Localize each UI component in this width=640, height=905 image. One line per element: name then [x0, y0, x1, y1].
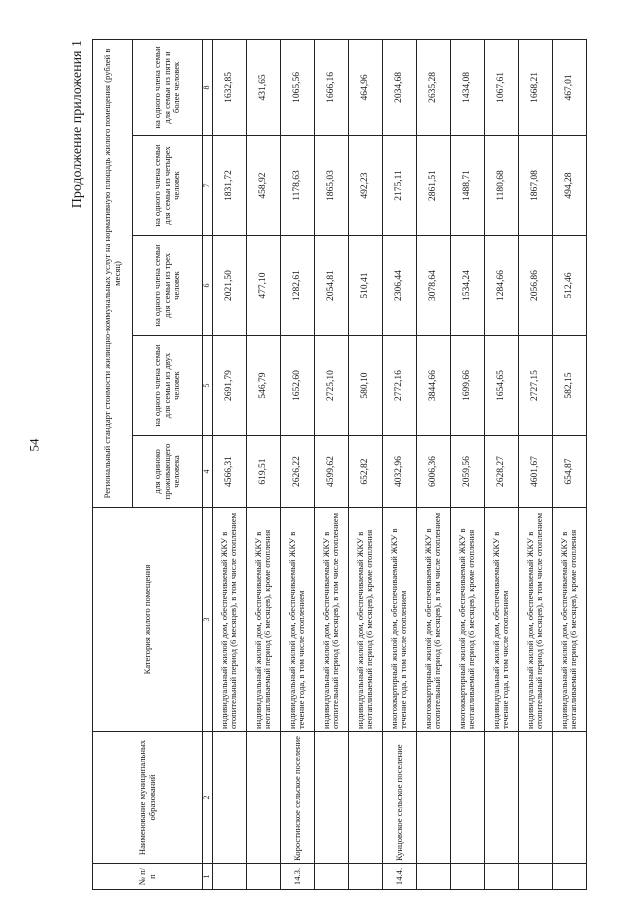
standard-value: 2059,56	[450, 436, 484, 508]
standard-value: 1282,61	[280, 236, 314, 336]
standard-value: 4032,96	[382, 436, 416, 508]
standard-value: 3844,66	[416, 336, 450, 436]
standard-value: 2861,51	[416, 136, 450, 236]
standards-table	[92, 39, 587, 890]
column-number: 8	[203, 39, 213, 135]
housing-category: индивидуальный жилой дом, обеспечиваемый ЖКУ в течение года, в том числе отоплением	[484, 508, 518, 732]
municipality-name	[484, 732, 518, 864]
standard-value: 1652,60	[280, 336, 314, 436]
standard-value: 492,23	[348, 136, 382, 236]
header-no: № п/п	[93, 864, 203, 890]
header-family-2: на одного члена семьи для семьи из двух человек	[133, 336, 203, 436]
row-index	[416, 864, 450, 890]
standard-value: 1666,16	[314, 39, 348, 135]
standard-value: 2725,10	[314, 336, 348, 436]
standard-value: 4599,62	[314, 436, 348, 508]
housing-category: индивидуальный жилой дом, обеспечиваемый ЖКУ в отопительный период (6 месяцев), в том числе отоплением	[518, 508, 552, 732]
column-number: 1	[203, 864, 213, 890]
standard-value: 1488,71	[450, 136, 484, 236]
municipality-name	[416, 732, 450, 864]
standard-value: 3078,64	[416, 236, 450, 336]
standard-value: 2175,11	[382, 136, 416, 236]
standard-value: 582,15	[552, 336, 586, 436]
standard-value: 2626,22	[280, 436, 314, 508]
standard-value: 1654,65	[484, 336, 518, 436]
housing-category: индивидуальный жилой дом, обеспечиваемый ЖКУ в отопительный период (6 месяцев), в том числе отоплением	[212, 508, 246, 732]
standard-value: 1865,03	[314, 136, 348, 236]
housing-category: многоквартирный жилой дом, обеспечиваемый ЖКУ в течение года, в том числе отоплением	[382, 508, 416, 732]
table-body	[203, 39, 587, 889]
row-index	[348, 864, 382, 890]
standard-value: 1067,61	[484, 39, 518, 135]
table-row	[484, 39, 518, 889]
standard-value: 1065,56	[280, 39, 314, 135]
standard-value: 2054,81	[314, 236, 348, 336]
standard-value: 2635,28	[416, 39, 450, 135]
municipality-name	[314, 732, 348, 864]
column-number: 4	[203, 436, 213, 508]
standard-value: 1284,66	[484, 236, 518, 336]
header-family-3: на одного члена семьи для семьи из трех человек	[133, 236, 203, 336]
table-row	[382, 39, 416, 889]
header-category: Категория жилого помещения	[93, 508, 203, 732]
standard-value: 2628,27	[484, 436, 518, 508]
column-number: 5	[203, 336, 213, 436]
housing-category: многоквартирный жилой дом, обеспечиваемый ЖКУ в отопительный период (6 месяцев), в том числе отоплением	[416, 508, 450, 732]
table-row	[280, 39, 314, 889]
standard-value: 431,65	[246, 39, 280, 135]
header-municipality: Наименование муниципальных образований	[93, 732, 203, 864]
housing-category: индивидуальный жилой дом, обеспечиваемый ЖКУ в неотапливаемый период (6 месяцев), кроме отопления	[552, 508, 586, 732]
standard-value: 1632,85	[212, 39, 246, 135]
header-standard-title: Региональный стандарт стоимости жилищно-коммунальных услуг на нормативную площадь жилого помещения (рублей в месяц)	[93, 39, 133, 507]
row-index	[314, 864, 348, 890]
housing-category: индивидуальный жилой дом, обеспечиваемый ЖКУ в неотапливаемый период (6 месяцев), кроме отопления	[246, 508, 280, 732]
header-family-4: на одного члена семьи для семьи из четырех человек	[133, 136, 203, 236]
standard-value: 2306,44	[382, 236, 416, 336]
header-family-5: на одного члена семьи для семьи из пяти и более человек	[133, 39, 203, 135]
standard-value: 458,92	[246, 136, 280, 236]
standard-value: 494,28	[552, 136, 586, 236]
table-row	[450, 39, 484, 889]
standard-value: 477,10	[246, 236, 280, 336]
standard-value: 1434,08	[450, 39, 484, 135]
standard-value: 2056,86	[518, 236, 552, 336]
standard-value: 2691,79	[212, 336, 246, 436]
standard-value: 654,87	[552, 436, 586, 508]
table-row	[246, 39, 280, 889]
municipality-name	[348, 732, 382, 864]
appendix-title: Продолжение приложения 1	[70, 40, 85, 209]
row-index	[450, 864, 484, 890]
table-row	[552, 39, 586, 889]
standard-value: 2034,68	[382, 39, 416, 135]
standard-value: 1867,08	[518, 136, 552, 236]
standard-value: 1178,63	[280, 136, 314, 236]
standard-value: 652,82	[348, 436, 382, 508]
standard-value: 2727,15	[518, 336, 552, 436]
standard-value: 510,41	[348, 236, 382, 336]
municipality-name: Коростинское сельское поселение	[280, 732, 314, 864]
municipality-name: Кунцовское сельское поселение	[382, 732, 416, 864]
column-number: 3	[203, 508, 213, 732]
column-number: 6	[203, 236, 213, 336]
standard-value: 467,01	[552, 39, 586, 135]
standard-value: 4601,67	[518, 436, 552, 508]
row-index: 14.4.	[382, 864, 416, 890]
table-row	[314, 39, 348, 889]
housing-category: многоквартирный жилой дом, обеспечиваемый ЖКУ в неотапливаемый период (6 месяцев), кроме отопления	[450, 508, 484, 732]
table-row	[518, 39, 552, 889]
standard-value: 2772,16	[382, 336, 416, 436]
table-row	[212, 39, 246, 889]
column-number: 2	[203, 732, 213, 864]
municipality-name	[212, 732, 246, 864]
municipality-name	[450, 732, 484, 864]
standard-value: 464,96	[348, 39, 382, 135]
municipality-name	[518, 732, 552, 864]
municipality-name	[552, 732, 586, 864]
header-single: для одиноко проживающего человека	[133, 436, 203, 508]
standard-value: 619,51	[246, 436, 280, 508]
row-index: 14.3.	[280, 864, 314, 890]
standard-value: 546,79	[246, 336, 280, 436]
housing-category: индивидуальный жилой дом, обеспечиваемый ЖКУ в неотапливаемый период (6 месяцев), кроме отопления	[348, 508, 382, 732]
standard-value: 580,10	[348, 336, 382, 436]
row-index	[552, 864, 586, 890]
standard-value: 512,46	[552, 236, 586, 336]
housing-category: индивидуальный жилой дом, обеспечиваемый ЖКУ в отопительный период (6 месяцев), в том числе отоплением	[314, 508, 348, 732]
row-index	[518, 864, 552, 890]
page-number: 54	[26, 438, 42, 452]
standard-value: 1534,24	[450, 236, 484, 336]
standard-value: 6006,36	[416, 436, 450, 508]
row-index	[212, 864, 246, 890]
table-row	[416, 39, 450, 889]
rotated-page	[70, 40, 610, 890]
standard-value: 4566,31	[212, 436, 246, 508]
column-number: 7	[203, 136, 213, 236]
municipality-name	[246, 732, 280, 864]
standard-value: 1699,66	[450, 336, 484, 436]
column-number-row	[203, 39, 213, 889]
standard-value: 1831,72	[212, 136, 246, 236]
standard-value: 1180,68	[484, 136, 518, 236]
row-index	[246, 864, 280, 890]
row-index	[484, 864, 518, 890]
table-row	[348, 39, 382, 889]
standard-value: 2021,50	[212, 236, 246, 336]
standard-value: 1668,21	[518, 39, 552, 135]
housing-category: индивидуальный жилой дом, обеспечиваемый ЖКУ в течение года, в том числе отоплением	[280, 508, 314, 732]
